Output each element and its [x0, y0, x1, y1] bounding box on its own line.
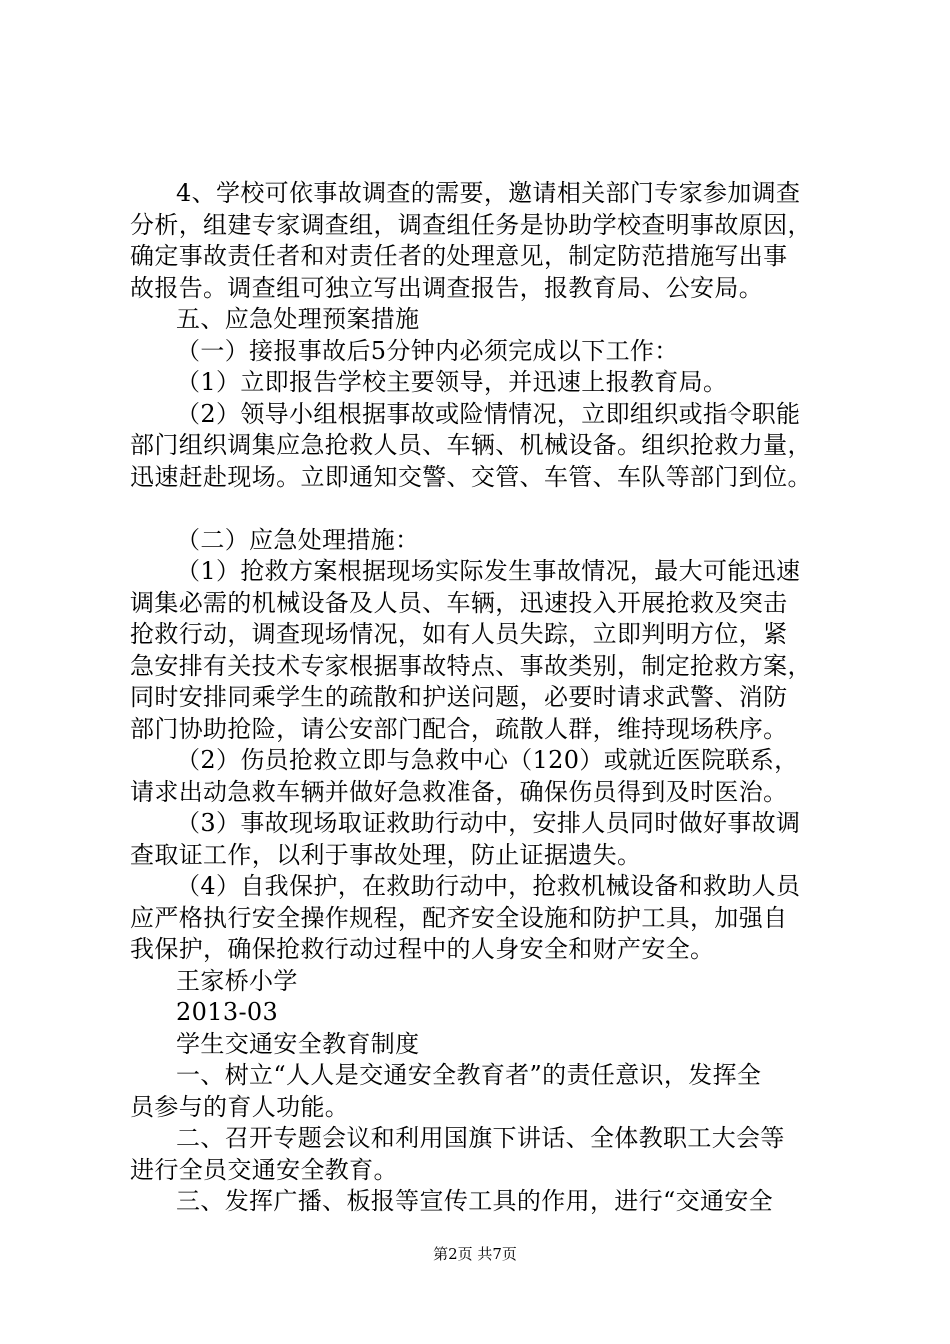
paragraph-line: 进行全员交通安全教育。: [130, 1155, 398, 1184]
paragraph-line: 部门组织调集应急抢救人员、车辆、机械设备。组织抢救力量，: [130, 431, 812, 459]
paragraph-line: 部门协助抢险，请公安部门配合，疏散人群，维持现场秩序。: [130, 714, 788, 743]
paragraph-line: （1）立即报告学校主要领导，并迅速上报教育局。: [176, 368, 728, 396]
paragraph-line: （4）自我保护，在救助行动中，抢救机械设备和救助人员: [176, 872, 801, 900]
paragraph-line: 故报告。调查组可独立写出调查报告，报教育局、公安局。: [130, 273, 764, 302]
signature-school: 王家桥小学: [176, 966, 298, 995]
paragraph-line: 同时安排同乘学生的疏散和护送问题，必要时请求武警、消防: [130, 683, 788, 711]
paragraph-line: 员参与的育人功能。: [130, 1092, 350, 1121]
subsection-heading: （二）应急处理措施：: [176, 525, 420, 554]
paragraph-line: （1）抢救方案根据现场实际发生事故情况，最大可能迅速: [176, 557, 801, 585]
paragraph-line: 一、树立“人人是交通安全教育者”的责任意识，发挥全: [176, 1061, 762, 1089]
paragraph-line: 抢救行动，调查现场情况，如有人员失踪，立即判明方位，紧: [130, 620, 788, 648]
paragraph-line: 调集必需的机械设备及人员、车辆，迅速投入开展抢救及突击: [130, 588, 788, 617]
paragraph-line: 确定事故责任者和对责任者的处理意见，制定防范措施写出事: [130, 242, 788, 270]
subsection-heading: （一）接报事故后5分钟内必须完成以下工作：: [176, 336, 679, 365]
document-title: 学生交通安全教育制度: [176, 1029, 420, 1058]
paragraph-line: （2）领导小组根据事故或险情情况，立即组织或指令职能: [176, 399, 801, 428]
paragraph-line: 我保护，确保抢救行动过程中的人身安全和财产安全。: [130, 935, 715, 963]
blank-line: [130, 493, 840, 525]
paragraph-line: 4、学校可依事故调查的需要，邀请相关部门专家参加调查: [176, 179, 801, 207]
paragraph-line: 分析，组建专家调查组，调查组任务是协助学校查明事故原因，: [130, 210, 812, 239]
paragraph-line: （3）事故现场取证救助行动中，安排人员同时做好事故调: [176, 809, 801, 837]
paragraph-line: 迅速赶赴现场。立即通知交警、交管、车管、车队等部门到位。: [130, 462, 812, 491]
paragraph-line: 查取证工作，以利于事故处理，防止证据遗失。: [130, 840, 642, 869]
paragraph-line: （2）伤员抢救立即与急救中心（120）或就近医院联系，: [176, 746, 799, 774]
signature-date: 2013-03: [176, 998, 279, 1026]
paragraph-line: 三、发挥广播、板报等宣传工具的作用，进行“交通安全: [176, 1187, 774, 1215]
paragraph-line: 应严格执行安全操作规程，配齐安全设施和防护工具，加强自: [130, 903, 788, 932]
paragraph-line: 请求出动急救车辆并做好急救准备，确保伤员得到及时医治。: [130, 777, 788, 806]
section-heading: 五、应急处理预案措施: [176, 305, 420, 333]
paragraph-line: 急安排有关技术专家根据事故特点、事故类别，制定抢救方案，: [130, 651, 812, 680]
document-body: [130, 178, 840, 1218]
page-number-footer: 第2页 共7页: [433, 1245, 517, 1263]
paragraph-line: 二、召开专题会议和利用国旗下讲话、全体教职工大会等: [176, 1124, 785, 1152]
